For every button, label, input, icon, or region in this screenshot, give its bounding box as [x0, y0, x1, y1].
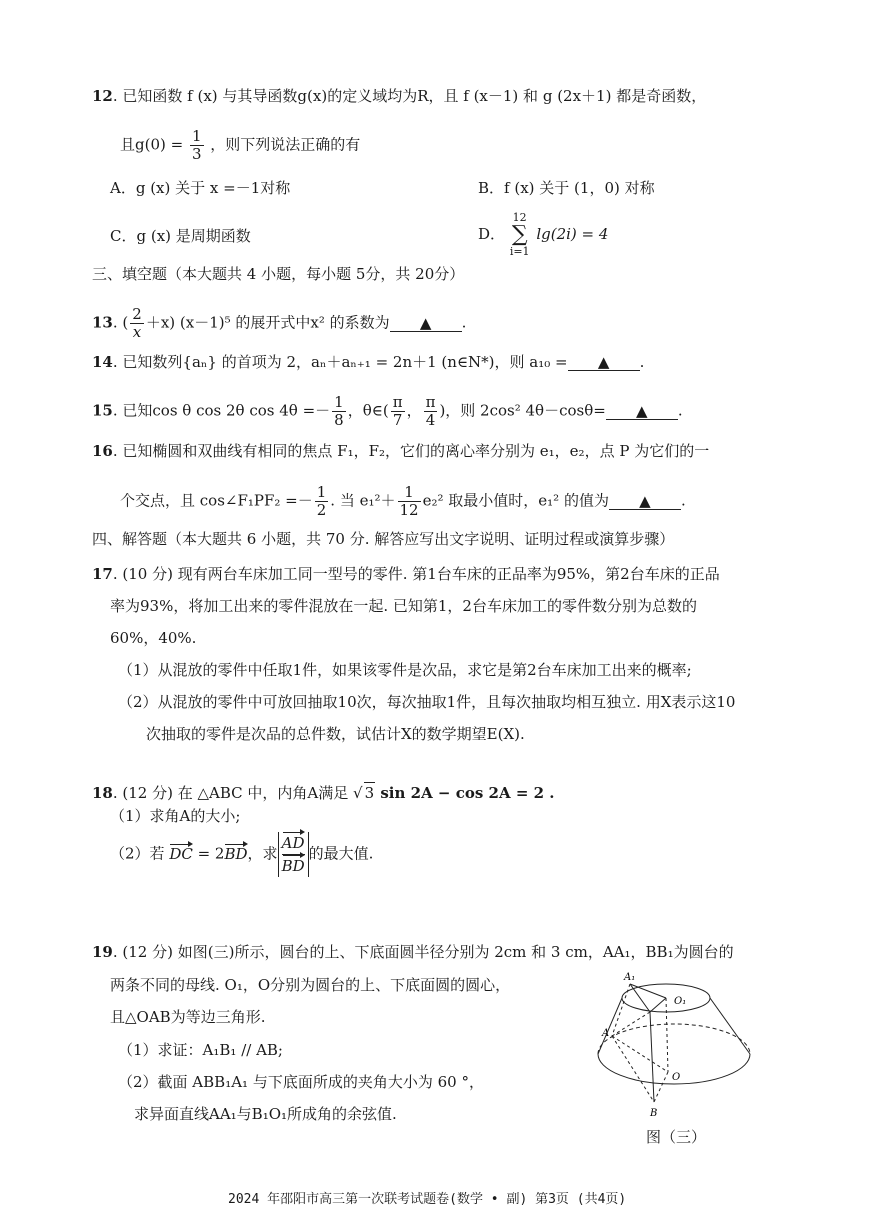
q16-line2-a: 个交点，且 cos∠F₁PF₂ =－ [120, 491, 313, 510]
q18-sub1: （1）求角A的大小; [110, 807, 241, 825]
q12-number: 12 [92, 87, 113, 105]
q16-answer-blank: ▲ [609, 493, 681, 510]
q16-line2-b: . 当 e₁²＋ [330, 491, 396, 510]
q17-line3: 60%，40%. [110, 629, 197, 647]
q12-option-d [478, 212, 608, 258]
q17-number: 17 [92, 565, 113, 583]
q17-sub2-line2: 次抽取的零件是次品的总件数，试估计X的数学期望E(X). [146, 725, 525, 743]
figure-caption: 图（三） [646, 1128, 707, 1146]
q16-frac2-den: 12 [399, 501, 419, 519]
q12-option-d-label: D． [478, 225, 506, 243]
q16-fraction-1 [315, 484, 329, 519]
q18-sub2-c: ，求 [247, 844, 278, 863]
q19-sub2-line2: 求异面直线AA₁与B₁O₁所成角的余弦值. [134, 1105, 397, 1123]
segment-b1-o1 [650, 998, 666, 1012]
segment-a-o [612, 1036, 668, 1072]
segment-a-b [612, 1036, 654, 1102]
q18-abs-fraction [278, 832, 309, 877]
q12-stem-line2 [120, 128, 360, 163]
q19-line1-text: . (12 分) 如图(三)所示，圆台的上、下底面圆半径分别为 2cm 和 3 cm，AA₁，BB₁为圆台的 [112, 943, 734, 961]
sqrt-radicand: 3 [364, 784, 375, 802]
q14-text: . 已知数列{aₙ} 的首项为 2，aₙ＋aₙ₊₁ = 2n＋1 (n∈N*)，则 a₁₀ = [112, 353, 568, 371]
q12-option-c: C．g (x) 是周期函数 [110, 227, 251, 245]
q14-answer-blank: ▲ [568, 354, 640, 371]
q13-suffix: ＋x) (x－1)⁵ 的展开式中x² 的系数为 [145, 313, 390, 332]
q16-end: . [680, 491, 686, 510]
q15-number: 15 [92, 401, 113, 420]
q16-fraction-2 [398, 484, 421, 519]
q13-end: . [461, 313, 467, 332]
q19-line2: 两条不同的母线. O₁，O分别为圆台的上、下底面圆的圆心， [110, 976, 511, 994]
q15-frac1-den: 8 [334, 411, 344, 429]
right-generatrix [710, 998, 750, 1054]
q13-number: 13 [92, 313, 113, 332]
q15-fraction-2 [391, 394, 405, 429]
vector-bd: BD [224, 844, 248, 863]
q15 [92, 394, 683, 429]
q19-line1 [92, 942, 734, 962]
sum-upper: 12 [512, 211, 527, 224]
q13-prefix: . ( [112, 313, 129, 332]
q13-frac-den: x [132, 323, 142, 341]
q12-frac-den: 3 [191, 145, 202, 163]
vector-dc: DC [169, 844, 193, 863]
q14 [92, 352, 644, 372]
q12-stem-line1 [92, 86, 706, 106]
q16-line2-c: e₂² 取最小值时，e₁² 的值为 [422, 491, 609, 510]
q12-option-b: B．f (x) 关于 (1，0) 对称 [478, 179, 655, 197]
q15-part2: ，θ∈( [347, 401, 389, 420]
q17-line1 [92, 564, 720, 584]
q17-sub1: （1）从混放的零件中任取1件，如果该零件是次品，求它是第2台车床加工出来的概率; [118, 661, 692, 679]
q18-sub2 [110, 832, 373, 877]
q15-answer-blank: ▲ [606, 403, 678, 420]
axis-line [666, 998, 668, 1072]
left-generatrix [598, 998, 622, 1054]
q12-frac-num: 1 [191, 127, 202, 145]
section-4-heading: 四、解答题（本大题共 6 小题，共 70 分. 解答应写出文字说明、证明过程或演算步骤） [92, 530, 675, 548]
q12-option-d-expr: lg(2i) = 4 [536, 225, 609, 243]
label-a: A [602, 1028, 610, 1039]
q18-number: 18 [92, 784, 113, 802]
q13 [92, 306, 466, 341]
q16-line2 [120, 484, 686, 519]
q12-option-a: A．g (x) 关于 x =－1对称 [110, 179, 291, 197]
q18-sub2-b: = 2 [192, 844, 225, 863]
section-3-heading: 三、填空题（本大题共 4 小题，每小题 5分，共 20分） [92, 265, 465, 283]
q19-line3: 且△OAB为等边三角形. [110, 1008, 266, 1026]
q15-frac2-num: π [392, 393, 403, 411]
q18-sub2-a: （2）若 [110, 844, 170, 863]
sqrt-sign: √ [353, 784, 363, 802]
q15-part1: . 已知cos θ cos 2θ cos 4θ =－ [112, 401, 331, 420]
q12-stem-suffix: ，则下列说法正确的有 [210, 135, 361, 154]
q16-frac2-num: 1 [398, 484, 421, 502]
q17-sub2-line1: （2）从混放的零件中可放回抽取10次，每次抽取1件，且每次抽取均相互独立. 用X表示这10 [118, 693, 736, 711]
segment-a1-a [612, 984, 630, 1036]
q15-fraction-1 [332, 394, 346, 429]
sum-lower: i=1 [509, 245, 530, 258]
q15-frac3-den: 4 [425, 411, 436, 429]
bottom-base-back [598, 1024, 750, 1054]
q15-end: . [677, 401, 683, 420]
q13-fraction [130, 306, 144, 341]
page-footer: 2024 年邵阳市高三第一次联考试题卷(数学 • 副) 第3页 (共4页) [228, 1192, 627, 1207]
frustum-figure [588, 962, 758, 1130]
q18-stem-b: sin 2A − cos 2A = 2 . [375, 784, 555, 802]
q17-line1-text: . (10 分) 现有两台车床加工同一型号的零件. 第1台车床的正品率为95%，第2台车床的正品 [112, 565, 720, 583]
segment-a-mid [612, 1012, 650, 1036]
q18-stem [92, 782, 555, 803]
label-o: O [672, 1072, 681, 1083]
q12-stem-text: . 已知函数 f (x) 与其导函数g(x)的定义域均为R，且 f (x－1) 和 g (2x＋1) 都是奇函数， [112, 87, 707, 105]
q18-stem-a: . (12 分) 在 △ABC 中，内角A满足 [112, 784, 354, 802]
segment-o-b [654, 1072, 668, 1102]
q19-number: 19 [92, 943, 113, 961]
q19-sub2-line1: （2）截面 ABB₁A₁ 与下底面所成的夹角大小为 60 °， [118, 1073, 484, 1091]
q14-number: 14 [92, 353, 113, 371]
q19-sub1: （1）求证：A₁B₁ // AB; [118, 1041, 283, 1059]
q15-frac3-num: π [425, 393, 436, 411]
q15-frac2-den: 7 [392, 411, 403, 429]
q16-line1-text: . 已知椭圆和双曲线有相同的焦点 F₁，F₂，它们的离心率分别为 e₁，e₂，点 P 为它们的一 [112, 442, 710, 460]
q14-end: . [639, 353, 645, 371]
label-o1: O₁ [674, 996, 687, 1007]
q16-line1 [92, 441, 709, 461]
q15-part3: ， [406, 401, 422, 420]
q13-answer-blank: ▲ [390, 315, 462, 332]
vector-ad: AD [281, 834, 305, 852]
q12-stem-prefix: 且g(0) = [120, 135, 184, 154]
q13-frac-num: 2 [132, 305, 142, 323]
summation-symbol: 12 ∑ i=1 [509, 211, 530, 258]
label-a1: A₁ [624, 972, 636, 983]
q15-frac1-num: 1 [334, 393, 344, 411]
q17-line2: 率为93%，将加工出来的零件混放在一起. 已知第1，2台车床加工的零件数分别为总数的 [110, 597, 697, 615]
vector-bd-denominator: BD [281, 857, 305, 875]
q15-part4: )，则 2cos² 4θ－cosθ= [439, 401, 606, 420]
q12-fraction [190, 128, 204, 163]
q16-number: 16 [92, 442, 113, 460]
label-b: B [650, 1108, 658, 1119]
q16-frac1-den: 2 [316, 501, 327, 519]
q18-sub2-d: 的最大值. [308, 844, 374, 863]
q16-frac1-num: 1 [316, 483, 327, 501]
q15-fraction-3 [424, 394, 438, 429]
